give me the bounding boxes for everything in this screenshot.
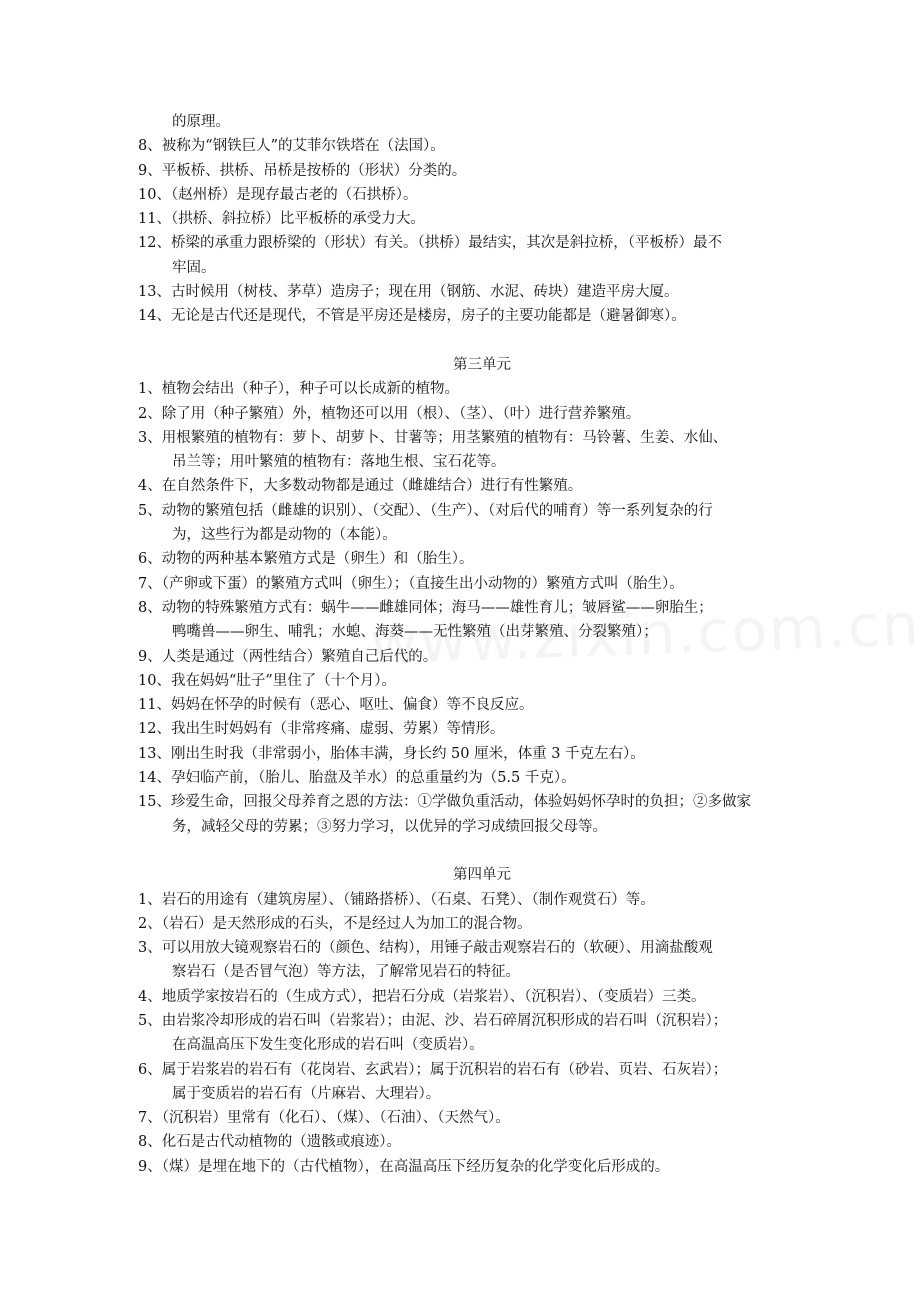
list-item: 12、桥梁的承重力跟桥梁的（形状）有关。（拱桥）最结实，其次是斜拉桥，（平板桥）最不: [138, 235, 722, 252]
list-item: 9、人类是通过（两性结合）繁殖自己后代的。: [138, 648, 438, 665]
list-item: 14、孕妇临产前，（胎儿、胎盘及羊水）的总重量约为（5.5 千克）。: [138, 770, 576, 787]
list-item: 9、平板桥、拱桥、吊桥是按桥的（形状）分类的。: [138, 162, 467, 179]
list-item: 10、（赵州桥）是现存最古老的（石拱桥）。: [138, 186, 418, 203]
list-item: 1、岩石的用途有（建筑房屋）、（铺路搭桥）、（石桌、石凳）、（制作观赏石）等。: [138, 891, 655, 908]
document-content: [138, 110, 798, 1179]
list-item: 4、地质学家按岩石的（生成方式），把岩石分成（岩浆岩）、（沉积岩）、（变质岩）三类。: [138, 988, 706, 1005]
list-item-continuation: 吊兰等；用叶繁殖的植物有：落地生根、宝石花等。: [172, 454, 506, 471]
list-item: 5、由岩浆冷却形成的岩石叫（岩浆岩）；由泥、沙、岩石碎屑沉积形成的岩石叫（沉积岩）；: [138, 1012, 728, 1029]
list-item-continuation: 鸭嘴兽——卵生、哺乳；水螅、海葵——无性繁殖（出芽繁殖、分裂繁殖）；: [172, 624, 658, 641]
list-item-continuation: 牢固。: [172, 259, 216, 276]
unit4-list: [138, 888, 798, 1180]
unit2-tail-list: [138, 134, 798, 328]
section-title-unit4: 第四单元: [453, 867, 511, 884]
list-item-continuation: 务，减轻父母的劳累；③努力学习，以优异的学习成绩回报父母等。: [172, 818, 607, 835]
list-item: 1、植物会结出（种子），种子可以长成新的植物。: [138, 381, 459, 398]
list-item: 15、珍爱生命，回报父母养育之恩的方法：①学做负重活动，体验妈妈怀孕时的负担；②多做家: [138, 794, 751, 811]
list-item: 14、无论是古代还是现代，不管是平房还是楼房，房子的主要功能都是（避暑御寒）。: [138, 308, 686, 325]
list-item: 2、除了用（种子繁殖）外，植物还可以用（根）、（茎）、（叶）进行营养繁殖。: [138, 405, 641, 422]
list-item: 10、我在妈妈“肚子”里住了（十个月）。: [138, 672, 397, 689]
list-item-continuation: 属于变质岩的岩石有（片麻岩、大理岩）。: [172, 1085, 441, 1102]
list-item: 8、被称为“钢铁巨人”的艾菲尔铁塔在（法国）。: [138, 138, 445, 155]
section-gap: [138, 839, 798, 863]
list-item: 13、刚出生时我（非常弱小，胎体丰满，身长约 50 厘米，体重 3 千克左右）。: [138, 745, 645, 762]
list-item: 12、我出生时妈妈有（非常疼痛、虚弱、劳累）等情形。: [138, 721, 505, 738]
list-item: 5、动物的繁殖包括（雌雄的识别）、（交配）、（生产）、（对后代的哺育）等一系列复杂的行: [138, 502, 713, 519]
list-item: 11、妈妈在怀孕的时候有（恶心、呕吐、偏食）等不良反应。: [138, 697, 534, 714]
list-item-continuation: 察岩石（是否冒气泡）等方法，了解常见岩石的特征。: [172, 964, 520, 981]
list-item: 7、（沉积岩）里常有（化石）、（煤）、（石油）、（天然气）。: [138, 1110, 510, 1127]
list-item: 13、古时候用（树枝、茅草）造房子；现在用（钢筋、水泥、砖块）建造平房大厦。: [138, 284, 679, 301]
list-item: 8、动物的特殊繁殖方式有：蜗牛——雌雄同体；海马——雄性育儿；皱唇鲨——卵胎生；: [138, 599, 713, 616]
list-item: 9、（煤）是埋在地下的（古代植物），在高温高压下经历复杂的化学变化后形成的。: [138, 1158, 670, 1175]
list-item: 6、属于岩浆岩的岩石有（花岗岩、玄武岩）；属于沉积岩的岩石有（砂岩、页岩、石灰岩）；: [138, 1061, 728, 1078]
list-item: 7、（产卵或下蛋）的繁殖方式叫（卵生）；（直接生出小动物的）繁殖方式叫（胎生）。: [138, 575, 684, 592]
list-item: 11、（拱桥、斜拉桥）比平板桥的承受力大。: [138, 211, 425, 228]
list-item: 4、在自然条件下，大多数动物都是通过（雌雄结合）进行有性繁殖。: [138, 478, 583, 495]
section-title-unit3: 第三单元: [453, 356, 511, 373]
list-item: 6、动物的两种基本繁殖方式是（卵生）和（胎生）。: [138, 551, 474, 568]
list-item: 3、可以用放大镜观察岩石的（颜色、结构），用锤子敲击观察岩石的（软硬）、用滴盐酸观: [138, 940, 713, 957]
continuation-line: 的原理。: [172, 114, 230, 130]
list-item: 8、化石是古代动植物的（遗骸或痕迹）。: [138, 1134, 401, 1151]
list-item: 2、（岩石）是天然形成的石头，不是经过人为加工的混合物。: [138, 915, 532, 932]
section-gap: [138, 329, 798, 353]
unit3-list: [138, 377, 798, 839]
list-item: 3、用根繁殖的植物有：萝卜、胡萝卜、甘薯等；用茎繁殖的植物有：马铃薯、生姜、水仙、: [138, 429, 728, 446]
list-item-continuation: 为，这些行为都是动物的（本能）。: [172, 527, 397, 544]
list-item-continuation: 在高温高压下发生变化形成的岩石叫（变质岩）。: [172, 1037, 484, 1054]
